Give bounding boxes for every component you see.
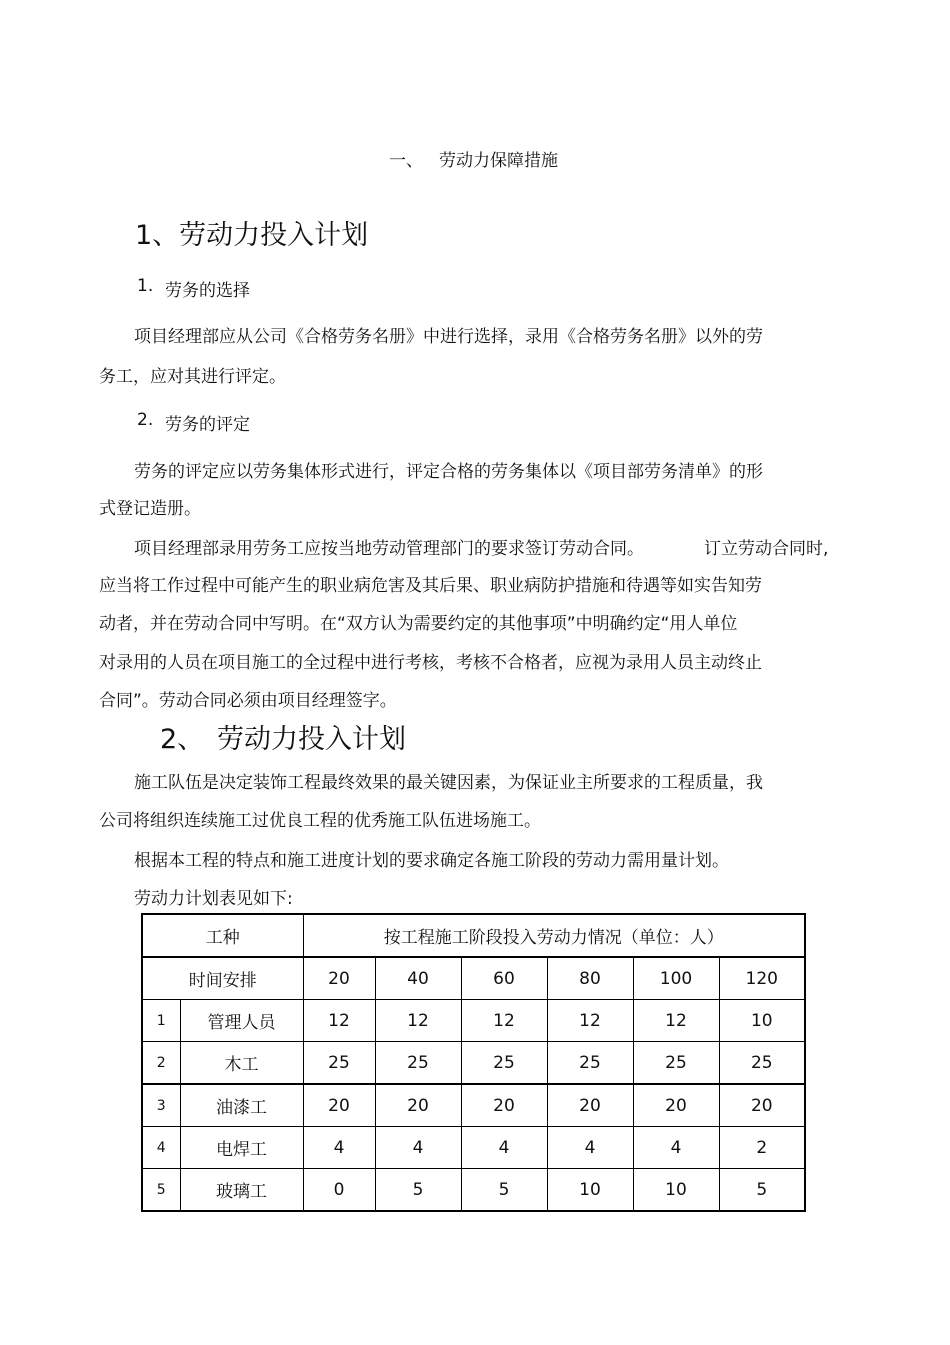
cell-value: 20	[719, 1084, 805, 1127]
cell-value: 20	[461, 1084, 547, 1127]
time-value: 20	[303, 957, 375, 1000]
cell-value: 12	[375, 1000, 461, 1042]
subheading-1-number: 1.	[137, 276, 154, 296]
table-row	[142, 1169, 805, 1212]
cell-value: 25	[303, 1042, 375, 1085]
trade-name: 电焊工	[180, 1127, 303, 1169]
cell-value: 5	[461, 1169, 547, 1212]
cell-value: 4	[461, 1127, 547, 1169]
paragraph-line: 项目经理部应从公司《合格劳务名册》中进行选择，录用《合格劳务名册》以外的劳	[134, 327, 763, 347]
cell-value: 20	[547, 1084, 633, 1127]
cell-value: 25	[633, 1042, 719, 1085]
cell-value: 2	[719, 1127, 805, 1169]
paragraph-line: 合同”。劳动合同必须由项目经理签字。	[99, 691, 397, 711]
cell-value: 10	[633, 1169, 719, 1212]
subheading-2-title: 劳务的评定	[165, 415, 250, 435]
cell-value: 12	[303, 1000, 375, 1042]
row-number: 3	[142, 1084, 180, 1127]
heading-2-title: 劳动力投入计划	[217, 724, 406, 755]
cell-value: 5	[719, 1169, 805, 1212]
cell-value: 12	[461, 1000, 547, 1042]
table-time-row	[142, 957, 805, 1000]
paragraph-line: 项目经理部录用劳务工应按当地劳动管理部门的要求签订劳动合同。	[134, 539, 644, 559]
paragraph-line: 施工队伍是决定装饰工程最终效果的最关键因素，为保证业主所要求的工程质量，我	[134, 773, 763, 793]
paragraph-line: 动者，并在劳动合同中写明。在“双方认为需要约定的其他事项”中明确约定“用人单位	[99, 614, 738, 634]
cell-value: 4	[547, 1127, 633, 1169]
paragraph-line: 公司将组织连续施工过优良工程的优秀施工队伍进场施工。	[99, 811, 541, 831]
cell-value: 4	[633, 1127, 719, 1169]
trade-name: 木工	[180, 1042, 303, 1085]
table-row	[142, 1000, 805, 1042]
heading-labor-plan-1: 1、劳动力投入计划	[135, 220, 369, 251]
table-row	[142, 1084, 805, 1127]
table-header-row	[142, 914, 805, 957]
cell-value: 20	[375, 1084, 461, 1127]
row-number: 4	[142, 1127, 180, 1169]
cell-value: 25	[461, 1042, 547, 1085]
cell-value: 25	[375, 1042, 461, 1085]
table-row	[142, 1042, 805, 1085]
row-number: 2	[142, 1042, 180, 1085]
trade-name: 油漆工	[180, 1084, 303, 1127]
header-stage-labor: 按工程施工阶段投入劳动力情况（单位：人）	[303, 914, 805, 957]
cell-value: 4	[303, 1127, 375, 1169]
time-value: 100	[633, 957, 719, 1000]
header-trade: 工种	[142, 914, 303, 957]
cell-value: 10	[719, 1000, 805, 1042]
labor-plan-table	[141, 913, 806, 1212]
cell-value: 12	[547, 1000, 633, 1042]
time-label: 时间安排	[142, 957, 303, 1000]
row-number: 5	[142, 1169, 180, 1212]
section-title: 劳动力保障措施	[439, 151, 558, 171]
cell-value: 20	[633, 1084, 719, 1127]
paragraph-line: 劳务的评定应以劳务集体形式进行，评定合格的劳务集体以《项目部劳务清单》的形	[134, 462, 763, 482]
cell-value: 10	[547, 1169, 633, 1212]
time-value: 120	[719, 957, 805, 1000]
trade-name: 管理人员	[180, 1000, 303, 1042]
cell-value: 12	[633, 1000, 719, 1042]
time-value: 40	[375, 957, 461, 1000]
paragraph-line: 应当将工作过程中可能产生的职业病危害及其后果、职业病防护措施和待遇等如实告知劳	[99, 576, 762, 596]
paragraph-line: 对录用的人员在项目施工的全过程中进行考核，考核不合格者，应视为录用人员主动终止	[99, 653, 762, 673]
cell-value: 25	[719, 1042, 805, 1085]
paragraph-line: 务工，应对其进行评定。	[99, 367, 286, 387]
paragraph-line: 根据本工程的特点和施工进度计划的要求确定各施工阶段的劳动力需用量计划。	[134, 851, 729, 871]
paragraph-line: 式登记造册。	[99, 499, 201, 519]
paragraph-line: 订立劳动合同时,	[704, 539, 829, 559]
cell-value: 5	[375, 1169, 461, 1212]
time-value: 60	[461, 957, 547, 1000]
table-caption: 劳动力计划表见如下:	[134, 889, 293, 909]
subheading-1-title: 劳务的选择	[165, 281, 250, 301]
row-number: 1	[142, 1000, 180, 1042]
section-number: 一、	[389, 151, 423, 171]
cell-value: 4	[375, 1127, 461, 1169]
table-row	[142, 1127, 805, 1169]
time-value: 80	[547, 957, 633, 1000]
heading-2-number: 2、	[160, 724, 205, 755]
cell-value: 25	[547, 1042, 633, 1085]
subheading-2-number: 2.	[137, 410, 154, 430]
cell-value: 0	[303, 1169, 375, 1212]
trade-name: 玻璃工	[180, 1169, 303, 1212]
cell-value: 20	[303, 1084, 375, 1127]
